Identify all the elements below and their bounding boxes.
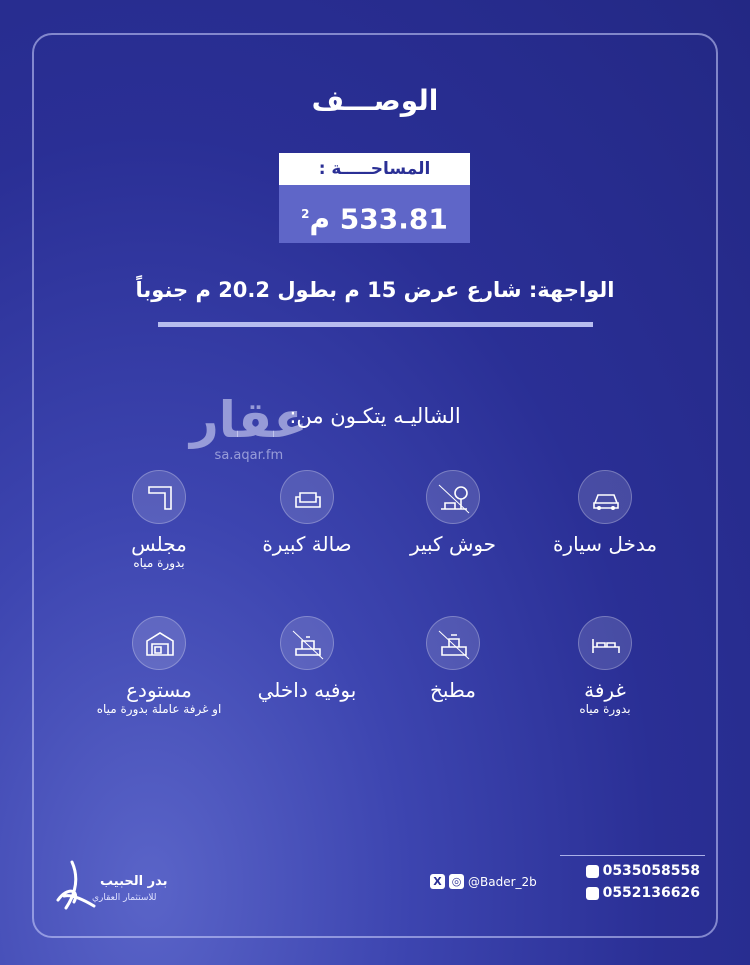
phone-list (560, 860, 700, 904)
phone-icon (586, 865, 599, 878)
kitchen-icon (426, 616, 480, 670)
social-handle[interactable]: @Bader_2b (468, 874, 537, 889)
consists-heading: الشاليـه يتكـون من: (289, 404, 461, 428)
feature-warehouse (84, 616, 234, 716)
area-value (279, 185, 470, 243)
watermark-logo: عقار (190, 391, 308, 449)
feature-hall (232, 470, 382, 556)
feature-sub: بدورة مياه (133, 556, 185, 570)
x-icon[interactable]: X (430, 874, 445, 889)
feature-label: مستودع (126, 678, 192, 702)
feature-majlis (84, 470, 234, 570)
area-label: المساحـــــة : (279, 153, 470, 185)
facade-text: الواجهة: شارع عرض 15 م بطول 20.2 م جنوباً (135, 278, 615, 302)
phone-item[interactable] (560, 860, 700, 882)
area-unit: م (309, 202, 331, 236)
feature-label: بوفيه داخلي (257, 678, 357, 702)
feature-label: مجلس (131, 532, 187, 556)
social-links (430, 874, 537, 889)
car-icon (578, 470, 632, 524)
majlis-icon (132, 470, 186, 524)
area-box (279, 153, 470, 243)
instagram-icon[interactable]: ◎ (449, 874, 464, 889)
brand-tagline: للاستثمار العقاري (92, 893, 157, 903)
feature-label: مدخل سيارة (552, 532, 658, 556)
sofa-icon (280, 470, 334, 524)
feature-label: غرفة (584, 678, 626, 702)
yard-icon (426, 470, 480, 524)
phone-number[interactable]: 0535058558 (602, 863, 700, 879)
watermark-url: sa.aqar.fm (214, 448, 284, 463)
area-number: 533.81 (339, 202, 448, 236)
phone-icon (586, 887, 599, 900)
feature-kitchen (378, 616, 528, 702)
area-unit-sup: 2 (301, 207, 310, 221)
footer-line (560, 855, 705, 856)
buffet-icon (280, 616, 334, 670)
warehouse-icon (132, 616, 186, 670)
phone-item[interactable] (560, 882, 700, 904)
phone-number[interactable]: 0552136626 (602, 885, 700, 901)
divider-line (158, 322, 593, 327)
feature-label: صالة كبيرة (262, 532, 352, 556)
feature-label: حوش كبير (409, 532, 497, 556)
page-title: الوصـــف (311, 84, 439, 117)
feature-car-entrance (530, 470, 680, 556)
brand-name: بدر الحبيب (100, 874, 168, 889)
bed-icon (578, 616, 632, 670)
feature-room (530, 616, 680, 716)
feature-label: مطبخ (429, 678, 477, 702)
feature-buffet (232, 616, 382, 702)
feature-sub: بدورة مياه (579, 702, 631, 716)
feature-sub: او غرفة عاملة بدورة مياه (96, 702, 222, 716)
feature-yard (378, 470, 528, 556)
